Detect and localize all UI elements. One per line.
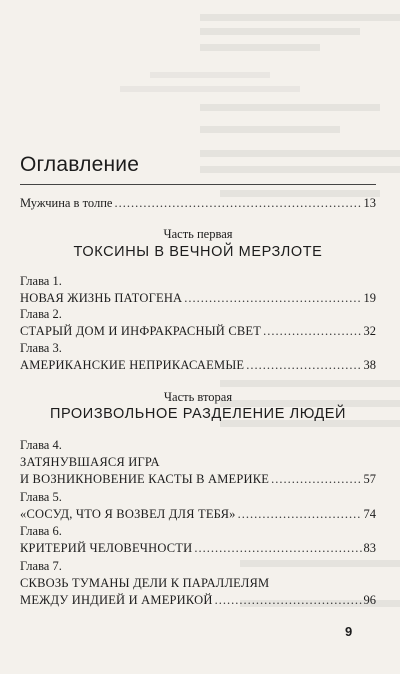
part-1-subtitle: Часть первая <box>163 227 233 241</box>
folio-page-number: 9 <box>345 624 353 639</box>
entry-title: МЕЖДУ ИНДИЕЙ И АМЕРИКОЙ <box>20 593 213 607</box>
leader-dots <box>114 196 361 210</box>
toc-entry-chapter-3[interactable] <box>20 358 376 372</box>
page-number: 32 <box>363 324 376 338</box>
leader-dots <box>194 541 361 555</box>
toc-entry-chapter-4[interactable] <box>20 472 376 486</box>
leader-dots <box>184 291 361 305</box>
chapter-7-label: Глава 7. <box>20 559 62 573</box>
chapter-3-label: Глава 3. <box>20 341 62 355</box>
toc-entry-chapter-7[interactable] <box>20 593 376 607</box>
page-number: 96 <box>363 593 376 607</box>
leader-dots <box>238 507 362 521</box>
part-2-title: ПРОИЗВОЛЬНОЕ РАЗДЕЛЕНИЕ ЛЮДЕЙ <box>49 406 347 422</box>
toc-entry-prologue[interactable] <box>20 196 376 210</box>
chapter-5-label: Глава 5. <box>20 490 62 504</box>
page-number: 19 <box>363 291 376 305</box>
leader-dots <box>271 472 361 486</box>
entry-title: АМЕРИКАНСКИЕ НЕПРИКАСАЕМЫЕ <box>20 358 245 372</box>
chapter-7-title-line-1[interactable]: СКВОЗЬ ТУМАНЫ ДЕЛИ К ПАРАЛЛЕЛЯМ <box>20 576 270 590</box>
entry-label: Мужчина в толпе <box>20 196 113 210</box>
toc-title: Оглавление <box>20 153 140 176</box>
part-2-subtitle: Часть вторая <box>163 390 233 404</box>
page-number: 38 <box>363 358 376 372</box>
page-number: 57 <box>363 472 376 486</box>
entry-title: КРИТЕРИЙ ЧЕЛОВЕЧНОСТИ <box>20 541 193 555</box>
page-number: 13 <box>363 196 376 210</box>
entry-title: НОВАЯ ЖИЗНЬ ПАТОГЕНА <box>20 291 183 305</box>
entry-title: И ВОЗНИКНОВЕНИЕ КАСТЫ В АМЕРИКЕ <box>20 472 270 486</box>
table-of-contents-page <box>20 0 376 674</box>
chapter-2-label: Глава 2. <box>20 307 62 321</box>
chapter-4-label: Глава 4. <box>20 438 62 452</box>
chapter-6-label: Глава 6. <box>20 524 62 538</box>
leader-dots <box>246 358 361 372</box>
entry-title: «СОСУД, ЧТО Я ВОЗВЕЛ ДЛЯ ТЕБЯ» <box>20 507 236 521</box>
chapter-1-label: Глава 1. <box>20 274 62 288</box>
chapter-4-title-line-1[interactable]: ЗАТЯНУВШАЯСЯ ИГРА <box>20 455 160 469</box>
page-number: 74 <box>363 507 376 521</box>
toc-entry-chapter-1[interactable] <box>20 291 376 305</box>
toc-entry-chapter-2[interactable] <box>20 324 376 338</box>
leader-dots <box>215 593 362 607</box>
title-rule <box>20 184 376 185</box>
part-1-title: ТОКСИНЫ В ВЕЧНОЙ МЕРЗЛОТЕ <box>73 244 323 260</box>
page-number: 83 <box>363 541 376 555</box>
toc-entry-chapter-5[interactable] <box>20 507 376 521</box>
toc-entry-chapter-6[interactable] <box>20 541 376 555</box>
entry-title: СТАРЫЙ ДОМ И ИНФРАКРАСНЫЙ СВЕТ <box>20 324 262 338</box>
leader-dots <box>263 324 361 338</box>
